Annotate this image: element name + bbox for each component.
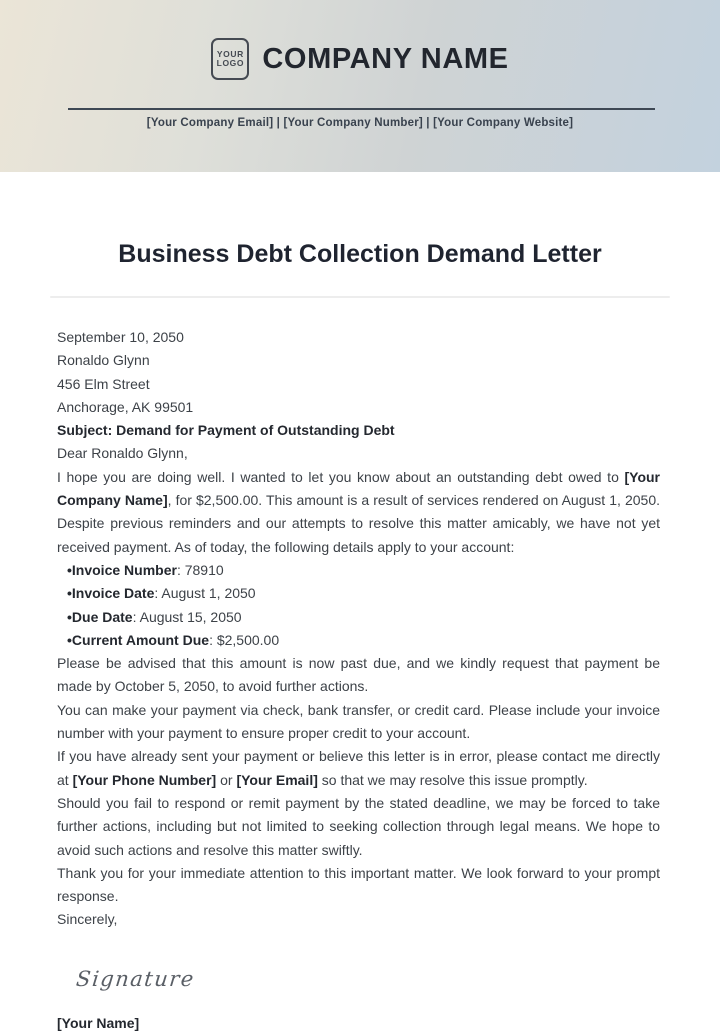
invoice-date-text: Invoice Date: August 1, 2050 [71, 585, 256, 602]
letterhead [0, 0, 720, 172]
document-title: Business Debt Collection Demand Letter [118, 240, 602, 268]
paragraph-legal-warning: Should you fail to respond or remit payment by the stated deadline, we may be forced to take further actions, including but not limited to seeking collection through legal means. We hope to avoid such actions and resolve this matter swiftly. [57, 794, 660, 858]
invoice-number-text: Invoice Number: 78910 [71, 561, 224, 578]
logo-text-line1: YOUR [216, 48, 244, 59]
paragraph-payment-methods: You can make your payment via check, bank transfer, or credit card. Please include your invoice number with your payment to ensure proper credit to your account. [57, 701, 660, 742]
paragraph-contact: If you have already sent your payment or believe this letter is in error, please contact me directly at [Your Phone Number] or [Your Email] so that we may resolve this issue promptly. [57, 748, 660, 788]
bullet-icon: • [67, 585, 72, 602]
due-date-item [57, 606, 660, 629]
recipient-name: Ronaldo Glynn [57, 352, 150, 369]
letter-date: September 10, 2050 [57, 329, 184, 345]
invoice-details-list [57, 559, 660, 652]
invoice-number-item [57, 559, 660, 582]
logo-text-line2: LOGO [216, 58, 245, 68]
current-amount-due-text: Current Amount Due: $2,500.00 [71, 631, 280, 648]
salutation: Dear Ronaldo Glynn, [57, 445, 188, 462]
company-name: COMPANY NAME [262, 42, 509, 75]
brand-row [0, 0, 720, 80]
closing: Sincerely, [57, 911, 118, 928]
paragraph-past-due: Please be advised that this amount is now past due, and we kindly request that payment be made by October 5, 2050, to avoid further actions. [57, 655, 660, 695]
header-divider [68, 108, 655, 110]
bullet-icon: • [67, 631, 72, 648]
due-date-text: Due Date: August 15, 2050 [71, 608, 242, 625]
subject-line: Subject: Demand for Payment of Outstanding Debt [57, 422, 395, 439]
letter-body [57, 326, 660, 1035]
signature-script: Signature [75, 966, 197, 991]
bullet-icon: • [67, 608, 72, 625]
company-logo-placeholder-icon [211, 38, 249, 80]
recipient-city: Anchorage, AK 99501 [57, 398, 194, 415]
paragraph-intro: I hope you are doing well. I wanted to let you know about an outstanding debt owed to [Your Company Name], for $2,500.00. This amount is a result of services rendered on August 1, 2050. Despite previous reminders and our attempts to resolve this matter amicably, we have not yet received payment. As of today, the following details apply to your account: [57, 468, 660, 555]
recipient-street: 456 Elm Street [57, 375, 150, 392]
signer-name: [Your Name] [57, 1015, 140, 1032]
title-divider [50, 296, 670, 298]
invoice-date-item [57, 582, 660, 605]
paragraph-thanks: Thank you for your immediate attention to this important matter. We look forward to your prompt response. [57, 864, 660, 905]
bullet-icon: • [67, 561, 72, 578]
company-contact-info: [Your Company Email] | [Your Company Number] | [Your Company Website] [146, 117, 574, 129]
current-amount-due-item [57, 629, 660, 652]
